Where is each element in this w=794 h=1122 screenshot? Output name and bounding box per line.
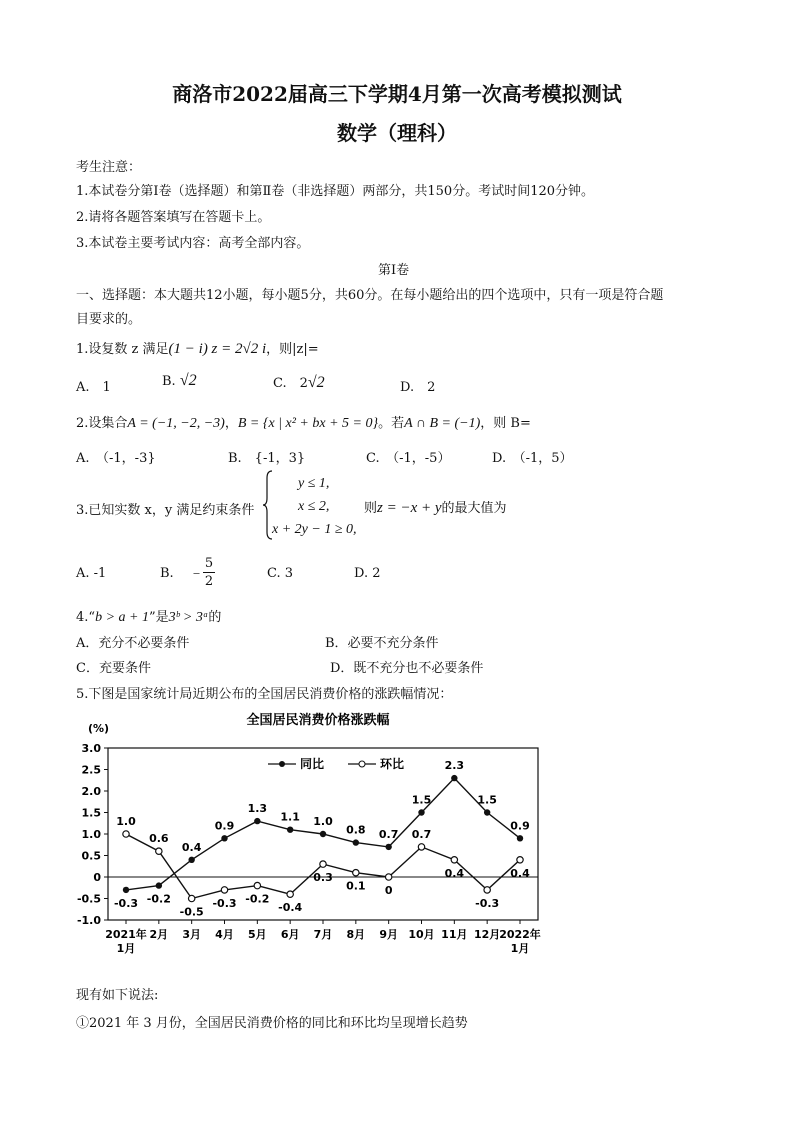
data-point-mom <box>123 831 129 837</box>
y-tick-label: 2.5 <box>81 763 101 777</box>
exam-title: 商洛市2022届高三下学期4月第一次高考模拟测试 <box>172 82 622 106</box>
q4-stem-mid: ”是 <box>148 610 169 625</box>
data-label-yoy: -0.3 <box>113 896 139 910</box>
q2-stem-tail: ，则 B= <box>480 416 531 431</box>
q3-stem-mid: 则 <box>364 501 378 516</box>
y-tick-label: 0 <box>93 871 101 884</box>
q1-option-a: A. 1 <box>76 380 111 395</box>
data-point-mom <box>221 887 227 893</box>
chart-title: 全国居民消费价格涨跌幅 <box>246 713 390 728</box>
q2-stem-text: 2.设集合 <box>76 416 128 431</box>
data-point-yoy <box>156 882 162 888</box>
x-tick-label: 10月 <box>408 928 435 941</box>
q3-stem: 3.已知实数 x，y 满足约束条件 <box>76 503 255 518</box>
q1-option-c-label: C. 2 <box>273 376 308 391</box>
data-point-yoy <box>451 775 457 781</box>
data-label-yoy: 0.8 <box>346 823 366 837</box>
data-label-yoy: 1.5 <box>411 793 432 807</box>
q4-stem <box>76 606 221 626</box>
data-point-mom <box>156 848 162 854</box>
section-intro-line2: 目要求的。 <box>76 312 142 327</box>
fraction-bar <box>203 572 215 573</box>
data-label-yoy: -0.2 <box>146 892 171 906</box>
data-label-yoy: 2.3 <box>444 759 465 773</box>
q1-equation: (1 − i) z = 2√2 i <box>168 341 267 357</box>
x-tick-label: 9月 <box>379 928 398 941</box>
q5-after-chart: 现有如下说法: <box>76 988 159 1003</box>
q3-constraint-3: x + 2y − 1 ≥ 0, <box>272 522 357 537</box>
q1-option-b-label: B. <box>162 374 176 389</box>
q2-option-c: C. （-1，-5） <box>366 451 451 466</box>
y-tick-label: 1.0 <box>81 828 101 841</box>
data-point-yoy <box>123 887 129 893</box>
data-point-yoy <box>188 857 194 863</box>
q2-stem-mid: 。若 <box>378 416 405 431</box>
data-point-yoy <box>320 831 326 837</box>
x-tick-label: 2021年 <box>105 928 147 941</box>
data-label-mom: 0.3 <box>313 871 333 885</box>
legend-label-mom: 环比 <box>380 757 405 771</box>
legend-marker-yoy <box>279 761 285 767</box>
data-point-yoy <box>484 809 490 815</box>
q3-option-b-fraction <box>203 556 215 589</box>
legend-label-yoy: 同比 <box>300 757 325 771</box>
q5-claim-1: ①2021 年 3 月份，全国居民消费价格的同比和环比均呈现增长趋势 <box>76 1016 468 1031</box>
data-label-yoy: 1.1 <box>280 810 300 824</box>
data-label-mom: 0.1 <box>346 879 366 893</box>
data-label-mom: -0.4 <box>278 901 303 915</box>
q2-set-a: A = (−1, −2, −3) <box>127 416 225 431</box>
q2-condition: A ∩ B = (−1) <box>404 416 481 431</box>
x-tick-label: 3月 <box>182 928 201 941</box>
x-tick-label: 2022年 <box>499 928 541 941</box>
volume-label: 第Ⅰ卷 <box>378 263 410 278</box>
data-point-yoy <box>221 835 227 841</box>
q3-constraint-1: y ≤ 1, <box>298 476 330 491</box>
data-label-mom: 1.0 <box>116 815 136 828</box>
q1-option-c-value: √2 <box>307 374 325 391</box>
q3-constraint-2: x ≤ 2, <box>298 499 330 514</box>
y-tick-label: 3.0 <box>81 742 101 755</box>
data-point-yoy <box>517 835 523 841</box>
q3-option-b-numerator: 5 <box>204 556 214 571</box>
data-label-mom: -0.3 <box>475 896 500 910</box>
x-tick-label-second-line: 1月 <box>510 942 530 955</box>
data-label-mom: -0.2 <box>245 892 270 906</box>
q4-option-b: B．必要不充分条件 <box>325 636 439 651</box>
legend-marker-mom <box>359 761 365 767</box>
x-tick-label: 4月 <box>215 928 234 941</box>
data-label-yoy: 0.7 <box>378 827 399 841</box>
data-point-yoy <box>418 809 424 815</box>
q1-stem-text: 1.设复数 z 满足 <box>76 342 169 357</box>
x-tick-label: 8月 <box>346 928 366 941</box>
y-tick-label: 1.5 <box>81 806 101 820</box>
q2-stem: 2.设集合A = (−1, −2, −3)，B = {x | x² + bx + 5 = 0}。若A ∩ B = (−1)，则 B= <box>76 416 531 431</box>
q3-stem-tail: 的最大值为 <box>441 501 507 516</box>
q3-option-c: C. 3 <box>267 566 294 581</box>
q5-stem: 5.下图是国家统计局近期公布的全国居民消费价格的涨跌幅情况： <box>76 687 453 702</box>
data-point-mom <box>451 857 457 863</box>
q4-option-a: A．充分不必要条件 <box>76 636 190 651</box>
notice-heading: 考生注意： <box>76 160 142 175</box>
q4-condition: b > a + 1 <box>95 610 149 625</box>
exam-subtitle: 数学（理科） <box>337 121 457 145</box>
section-intro-line1: 一、选择题：本大题共12小题，每小题5分，共60分。在每小题给出的四个选项中，只有一项是符合题 <box>76 288 664 303</box>
q1-option-b <box>162 372 197 390</box>
data-point-mom <box>188 895 194 901</box>
q4-stem-tail: 的 <box>208 610 222 625</box>
data-point-yoy <box>287 827 293 833</box>
data-label-yoy: 0.9 <box>510 819 530 833</box>
data-label-mom: -0.5 <box>179 905 204 919</box>
data-label-mom: 0.6 <box>149 832 169 846</box>
x-tick-label: 6月 <box>280 928 300 941</box>
data-label-mom: 0.4 <box>444 866 465 880</box>
data-point-mom <box>287 891 293 897</box>
q3-option-b-sign: − <box>192 566 201 581</box>
q1-option-d: D. 2 <box>400 380 436 395</box>
data-point-yoy <box>254 818 260 824</box>
notice-item-2: 2.请将各题答案填写在答题卡上。 <box>76 210 271 225</box>
q3-option-b-denominator: 2 <box>204 574 214 589</box>
y-tick-label: -0.5 <box>76 892 101 906</box>
data-label-yoy: 1.3 <box>247 802 268 816</box>
data-point-yoy <box>385 844 391 850</box>
data-point-yoy <box>353 839 359 845</box>
q1-option-c <box>273 372 325 392</box>
data-point-mom <box>353 870 359 876</box>
y-axis-unit-label: (%) <box>88 722 110 735</box>
data-point-mom <box>320 861 326 867</box>
y-tick-label: -1.0 <box>76 914 101 927</box>
q4-option-d: D．既不充分也不必要条件 <box>330 661 484 676</box>
notice-item-1: 1.本试卷分第Ⅰ卷（选择题）和第Ⅱ卷（非选择题）两部分，共150分。考试时间120分钟。 <box>76 184 595 199</box>
q3-objective <box>364 497 507 517</box>
q3-objective-expr: z = −x + y <box>377 500 442 516</box>
data-point-mom <box>418 844 424 850</box>
q2-set-b: B = {x | x² + bx + 5 = 0} <box>237 416 379 431</box>
q2-option-a: A. （-1，-3} <box>76 451 156 466</box>
data-label-yoy: 1.0 <box>313 815 333 828</box>
q1-option-b-value: √2 <box>179 372 197 389</box>
data-label-mom: -0.3 <box>212 896 237 910</box>
x-tick-label: 12月 <box>474 928 501 941</box>
notice-item-3: 3.本试卷主要考试内容：高考全部内容。 <box>76 236 310 251</box>
y-tick-label: 0.5 <box>81 849 101 863</box>
q3-option-a: A. -1 <box>76 566 107 581</box>
data-label-mom: 0.4 <box>510 866 530 880</box>
data-label-yoy: 0.4 <box>181 840 202 854</box>
q4-option-c: C．充要条件 <box>76 661 151 676</box>
x-tick-label: 2月 <box>149 928 169 941</box>
q3-option-b-label: B. <box>160 566 174 581</box>
q1-stem-tail: ，则|z|= <box>266 342 319 357</box>
x-tick-label: 5月 <box>248 928 267 941</box>
data-label-yoy: 0.9 <box>214 819 235 833</box>
data-label-mom: 0 <box>384 884 393 897</box>
q1-stem <box>76 338 319 358</box>
q4-stem-text: 4.“ <box>76 610 96 625</box>
q2-option-d: D. （-1，5） <box>492 451 573 466</box>
x-tick-label: 7月 <box>313 928 333 941</box>
data-label-mom: 0.7 <box>411 827 432 841</box>
data-label-yoy: 1.5 <box>477 793 497 807</box>
q3-option-d: D. 2 <box>354 566 381 581</box>
data-point-mom <box>484 887 490 893</box>
data-point-mom <box>254 882 260 888</box>
data-point-mom <box>385 874 391 880</box>
cpi-line-chart <box>68 706 558 968</box>
q4-relation: 3ᵇ > 3ᵃ <box>168 610 209 625</box>
q2-option-b: B. {-1，3} <box>228 451 306 466</box>
data-point-mom <box>517 857 523 863</box>
x-tick-label: 11月 <box>441 928 468 941</box>
y-tick-label: 2.0 <box>81 785 101 798</box>
x-tick-label-second-line: 1月 <box>116 942 136 955</box>
